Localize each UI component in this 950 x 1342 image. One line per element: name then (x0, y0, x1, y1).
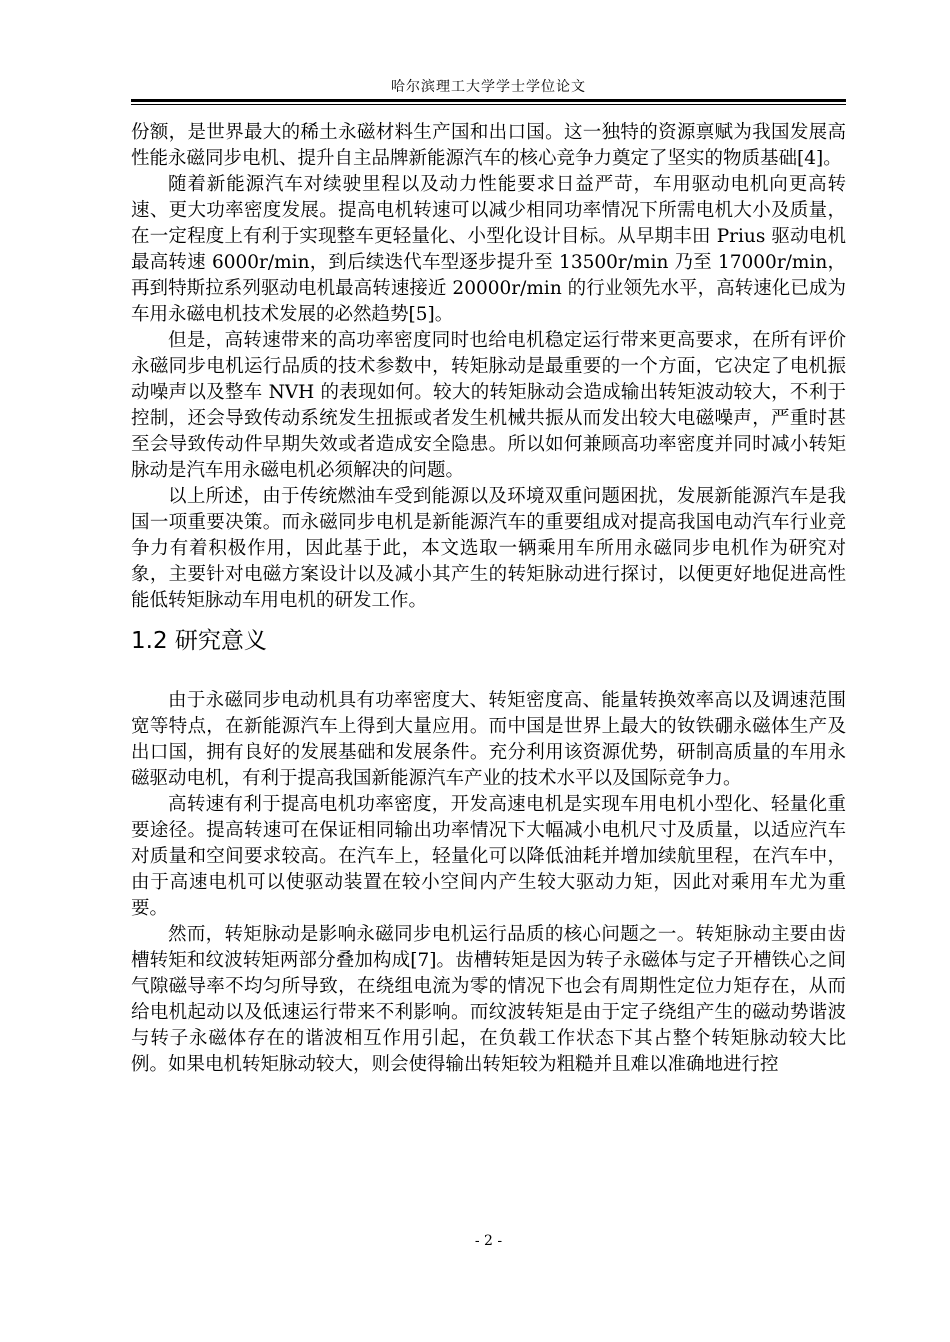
page-number: - 2 - (474, 1233, 503, 1249)
header-rule-thin (131, 104, 846, 105)
page-header-title: 哈尔滨理工大学学士学位论文 (391, 79, 586, 95)
body-paragraph: 但是，高转速带来的高功率密度同时也给电机稳定运行带来更高要求，在所有评价永磁同步电机运行品质的技术参数中，转矩脉动是最重要的一个方面，它决定了电机振动噪声以及整车 NVH 的表现如何。较大的转矩脉动会造成输出转矩波动较大，不利于控制，还会导致传动系统发生扭振或者发生机械共振从而发出较大电磁噪声，严重时甚至会导致传动件早期失效或者造成安全隐患。所以如何兼顾高功率密度并同时减小转矩脉动是汽车用永磁电机必须解决的问题。 (131, 330, 846, 481)
body-paragraph: 由于永磁同步电动机具有功率密度大、转矩密度高、能量转换效率高以及调速范围宽等特点，在新能源汽车上得到大量应用。而中国是世界上最大的钕铁硼永磁体生产及出口国，拥有良好的发展基础和发展条件。充分利用该资源优势，研制高质量的车用永磁驱动电机，有利于提高我国新能源汽车产业的技术水平以及国际竞争力。 (131, 690, 846, 789)
body-paragraph: 份额，是世界最大的稀土永磁材料生产国和出口国。这一独特的资源禀赋为我国发展高性能永磁同步电机、提升自主品牌新能源汽车的核心竞争力奠定了坚实的物质基础[4]。 (131, 122, 846, 169)
body-paragraph: 然而，转矩脉动是影响永磁同步电机运行品质的核心问题之一。转矩脉动主要由齿槽转矩和纹波转矩两部分叠加构成[7]。齿槽转矩是因为转子永磁体与定子开槽铁心之间气隙磁导率不均匀所导致，在绕组电流为零的情况下也会有周期性定位力矩存在，从而给电机起动以及低速运行带来不利影响。而纹波转矩是由于定子绕组产生的磁动势谐波与转子永磁体存在的谐波相互作用引起，在负载工作状态下其占整个转矩脉动较大比例。如果电机转矩脉动较大，则会使得输出转矩较为粗糙并且难以准确地进行控 (131, 924, 846, 1075)
heading-spacer (131, 658, 846, 688)
body-paragraph: 高转速有利于提高电机功率密度，开发高速电机是实现车用电机小型化、轻量化重要途径。提高转速可在保证相同输出功率情况下大幅减小电机尺寸及质量，以适应汽车对质量和空间要求较高。在汽车上，轻量化可以降低油耗并增加续航里程，在汽车中，由于高速电机可以使驱动装置在较小空间内产生较大驱动力矩，因此对乘用车尤为重要。 (131, 794, 846, 919)
page-body (131, 120, 846, 1078)
section-heading: 1.2 研究意义 (131, 628, 267, 654)
body-paragraph: 随着新能源汽车对续驶里程以及动力性能要求日益严苛，车用驱动电机向更高转速、更大功率密度发展。提高电机转速可以减少相同功率情况下所需电机大小及质量，在一定程度上有利于实现整车更轻量化、小型化设计目标。从早期丰田 Prius 驱动电机最高转速 6000r/min，到后续迭代车型逐步提升至 13500r/min 乃至 17000r/min，再到特斯拉系列驱动电机最高转速接近 20000r/min 的行业领先水平，高转速化已成为车用永磁电机技术发展的必然趋势[5]。 (131, 174, 846, 325)
body-paragraph: 以上所述，由于传统燃油车受到能源以及环境双重问题困扰，发展新能源汽车是我国一项重要决策。而永磁同步电机是新能源汽车的重要组成对提高我国电动汽车行业竞争力有着积极作用，因此基于此，本文选取一辆乘用车所用永磁同步电机作为研究对象，主要针对电磁方案设计以及减小其产生的转矩脉动进行探讨，以便更好地促进高性能低转矩脉动车用电机的研发工作。 (131, 486, 846, 611)
header-rule-thick (131, 99, 846, 102)
